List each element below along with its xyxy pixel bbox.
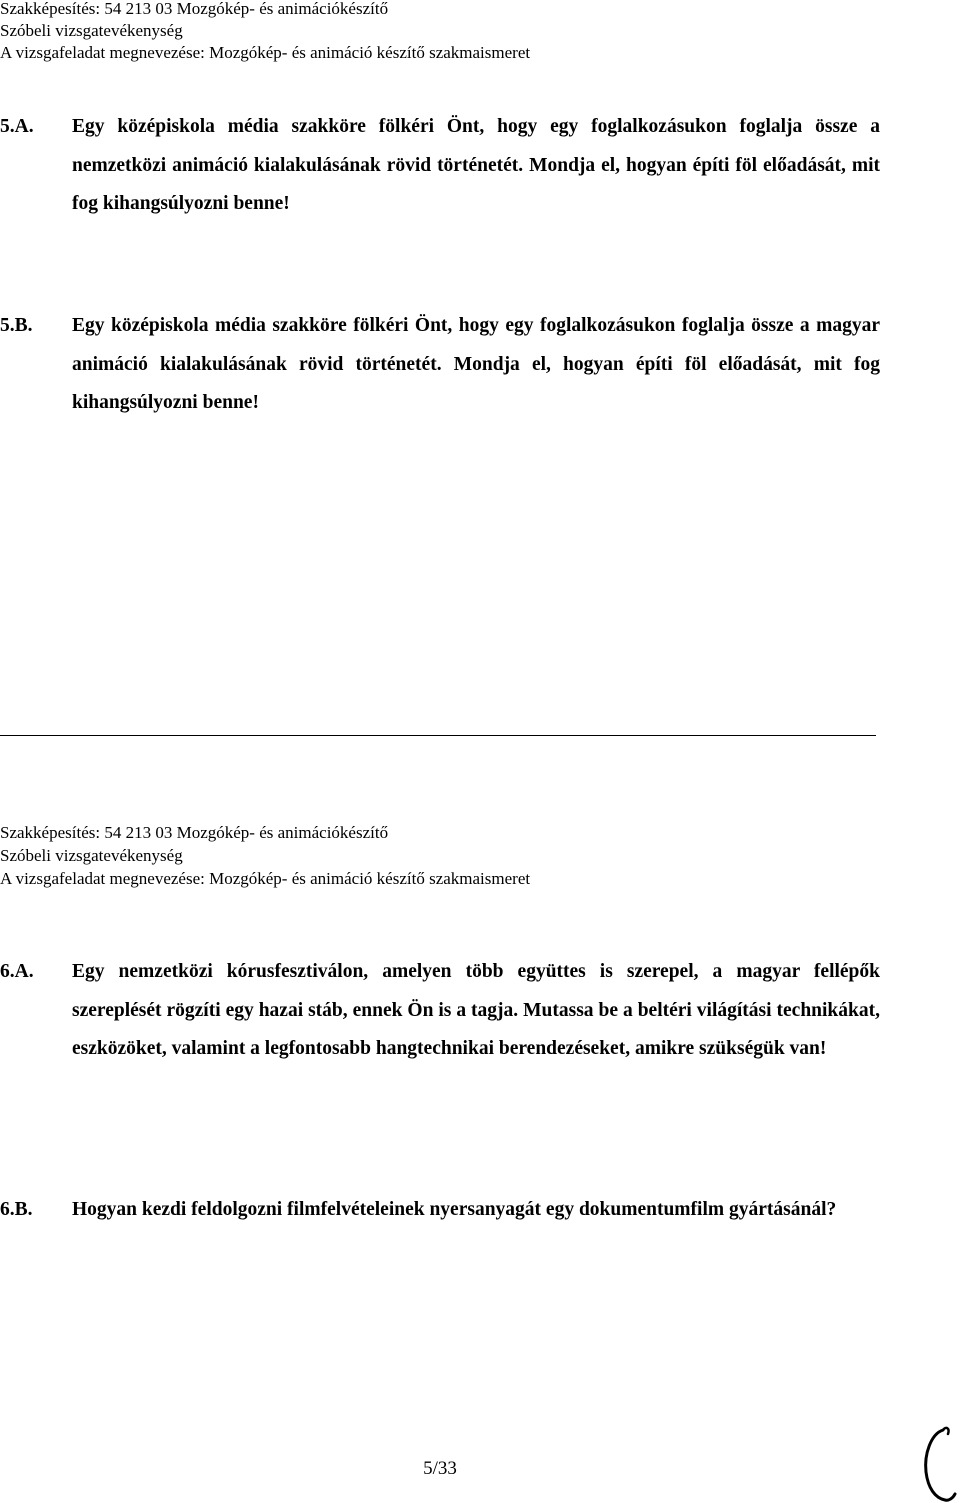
task-6a (0, 953, 880, 1069)
header-exam-type: Szóbeli vizsgatevékenység (0, 846, 183, 865)
task-number: 6.B. (0, 1199, 33, 1220)
task-text: Egy középiskola média szakköre fölkéri Önt, hogy egy foglalkozásukon foglalja össze a nemzetközi animáció kialakulásának rövid történetét. Mondja el, hogyan építi föl előadását, mit fog kihangsúlyozni benne! (72, 116, 880, 214)
task-number: 5.B. (0, 315, 33, 336)
header-task-title: A vizsgafeladat megnevezése: Mozgókép- és animáció készítő szakmaismeret (0, 869, 531, 888)
task-number: 6.A. (0, 961, 34, 982)
task-text: Egy középiskola média szakköre fölkéri Önt, hogy egy foglalkozásukon foglalja össze a magyar animáció kialakulásának rövid történetét. Mondja el, hogyan építi föl előadását, mit fog kihangsúlyozni benne! (72, 315, 880, 413)
task-5b (0, 307, 880, 423)
header-qualification: Szakképesítés: 54 213 03 Mozgókép- és animációkészítő (0, 0, 389, 18)
task-5a (0, 108, 880, 224)
handwritten-initial-mark (915, 1420, 960, 1503)
task-text: Hogyan kezdi feldolgozni filmfelvételeinek nyersanyagát egy dokumentumfilm gyártásánál? (72, 1199, 837, 1220)
task-text: Egy nemzetközi kórusfesztiválon, amelyen több együttes is szerepel, a magyar fellépők szereplését rögzíti egy hazai stáb, ennek Ön is a tagja. Mutassa be a beltéri világítási technikákat, eszközöket, valamint a legfontosabb hangtechnikai berendezéseket, amikre szükségük van! (72, 961, 880, 1059)
header-exam-type: Szóbeli vizsgatevékenység (0, 21, 183, 40)
task-number: 5.A. (0, 116, 34, 137)
header-task-title: A vizsgafeladat megnevezése: Mozgókép- és animáció készítő szakmaismeret (0, 43, 531, 62)
header-qualification: Szakképesítés: 54 213 03 Mozgókép- és animációkészítő (0, 823, 389, 842)
task-6b (0, 1191, 880, 1230)
page-number: 5/33 (423, 1458, 457, 1479)
page-separator (0, 735, 876, 736)
